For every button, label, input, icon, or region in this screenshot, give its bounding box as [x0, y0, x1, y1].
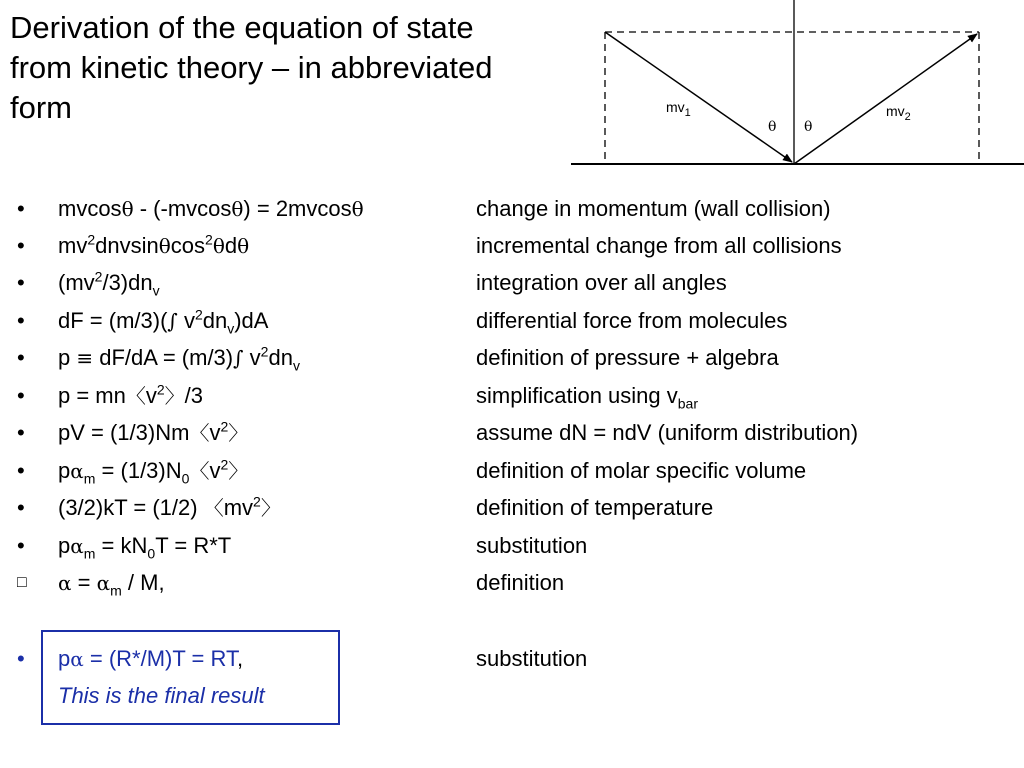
bullet-marker: •	[17, 495, 25, 520]
step-description: simplification using $v_{bar}$	[476, 383, 698, 412]
mv1-label: $mv_1$	[666, 99, 691, 119]
step-equation: $mv^2dnvsin\theta\cos^2\theta d\theta$	[58, 231, 250, 258]
bullet-marker: •	[17, 233, 25, 258]
derivation-step-5	[0, 343, 1024, 373]
step-description: change in momentum (wall collision)	[476, 196, 831, 221]
derivation-step-6	[0, 381, 1024, 411]
step-equation: p ≡ dF/dA = (m/3)∫ $v^2dn_v$	[58, 343, 300, 374]
derivation-step-7	[0, 418, 1024, 448]
bullet-marker: •	[17, 196, 25, 221]
step-equation: $p\alpha_m$ = $(1/3)N_0〈v^2〉$	[58, 456, 249, 487]
derivation-step-11	[0, 568, 1024, 598]
derivation-step-10	[0, 531, 1024, 561]
derivation-step-4	[0, 306, 1024, 336]
derivation-step-3	[0, 268, 1024, 298]
step-equation: (3/2)kT = (1/2) $〈mv^2〉$	[58, 493, 281, 520]
step-description: assume dN = ndV (uniform distribution)	[476, 420, 859, 445]
incoming-velocity-arrow	[605, 32, 792, 162]
step-equation: pV = $(1/3)Nm〈v^2〉$	[58, 418, 249, 445]
theta-left-label: θ	[768, 119, 777, 135]
theta-right-label: θ	[804, 119, 813, 135]
derivation-step-1	[0, 194, 1024, 224]
bullet-marker: •	[17, 458, 25, 483]
step-description: substitution	[476, 646, 588, 671]
slide-title: Derivation of the equation of state from kinetic theory – in abbreviated form	[10, 10, 493, 125]
bullet-marker: •	[17, 383, 25, 408]
step-description: definition of molar specific volume	[476, 458, 807, 483]
bullet-marker: •	[17, 345, 25, 370]
step-equation: $p = mn〈v^2〉/3$	[58, 381, 204, 408]
step-equation: $(mv^2/3)dn_v$	[58, 268, 160, 299]
step-description: integration over all angles	[476, 270, 727, 295]
bullet-marker: •	[17, 646, 25, 671]
mv2-label: $mv_2$	[886, 103, 911, 123]
step-description: definition of temperature	[476, 495, 714, 520]
final-equation: pα = (R*/M)T = RT,	[58, 646, 244, 671]
bullet-marker: •	[17, 420, 25, 445]
final-result-note-row	[0, 681, 1024, 711]
bullet-marker: •	[17, 270, 25, 295]
box-marker: □	[17, 574, 27, 591]
derivation-step-9	[0, 493, 1024, 523]
final-result-note: This is the final result	[58, 683, 265, 708]
derivation-step-12	[0, 644, 1024, 674]
wall-collision-diagram	[566, 0, 1024, 175]
outgoing-velocity-arrow	[794, 34, 977, 164]
derivation-step-2	[0, 231, 1024, 261]
step-description: definition	[476, 570, 565, 595]
step-description: definition of pressure + algebra	[476, 345, 779, 370]
step-equation: dF = (m/3)(∫ $v^2dn_v)dA$	[58, 306, 269, 337]
step-description: substitution	[476, 533, 588, 558]
step-description: differential force from molecules	[476, 308, 788, 333]
step-equation: $\alpha = \alpha_m / M$,	[58, 570, 165, 599]
step-equation: $p\alpha_m = kN_0T = R*T$	[58, 533, 232, 562]
derivation-step-8	[0, 456, 1024, 486]
bullet-marker: •	[17, 533, 25, 558]
step-equation: mvcosθ - (-mvcosθ) = 2mvcosθ	[58, 196, 364, 221]
bullet-marker: •	[17, 308, 25, 333]
step-description: incremental change from all collisions	[476, 233, 842, 258]
